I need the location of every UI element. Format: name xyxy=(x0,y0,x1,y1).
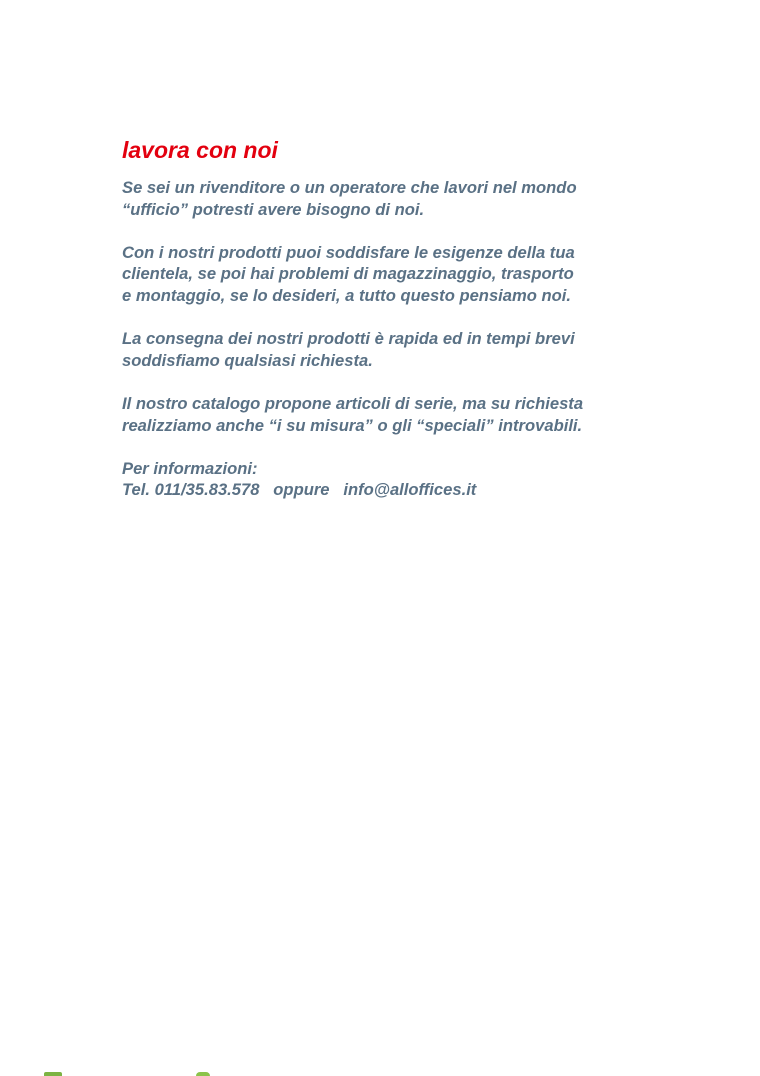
paragraph-line: soddisfiamo qualsiasi richiesta. xyxy=(122,350,373,370)
main-content xyxy=(122,136,682,523)
paragraph-line: clientela, se poi hai problemi di magazzinaggio, trasporto xyxy=(122,264,574,284)
paragraph-line: e montaggio, se lo desideri, a tutto questo pensiamo noi. xyxy=(122,285,572,305)
decorative-leaf-icon xyxy=(44,1072,62,1076)
contact-heading: Per informazioni: xyxy=(122,458,258,478)
contact-details: Tel. 011/35.83.578 oppure info@alloffices.it xyxy=(122,480,477,500)
paragraph-line: Il nostro catalogo propone articoli di serie, ma su richiesta xyxy=(122,393,584,413)
delivery-paragraph xyxy=(122,328,682,371)
catalog-paragraph xyxy=(122,393,682,436)
paragraph-line: La consegna dei nostri prodotti è rapida ed in tempi brevi xyxy=(122,329,575,349)
decorative-leaf-icon xyxy=(196,1072,210,1076)
paragraph-line: Se sei un rivenditore o un operatore che lavori nel mondo xyxy=(122,178,577,197)
page-title: lavora con noi xyxy=(122,137,278,163)
paragraph-line: realizziamo anche “i su misura” o gli “speciali” introvabili. xyxy=(122,415,583,435)
paragraph-line: Con i nostri prodotti puoi soddisfare le esigenze della tua xyxy=(122,242,575,262)
intro-paragraph xyxy=(122,177,682,220)
paragraph-line: “ufficio” potresti avere bisogno di noi. xyxy=(122,199,425,219)
contact-block xyxy=(122,458,682,501)
products-paragraph xyxy=(122,242,682,307)
